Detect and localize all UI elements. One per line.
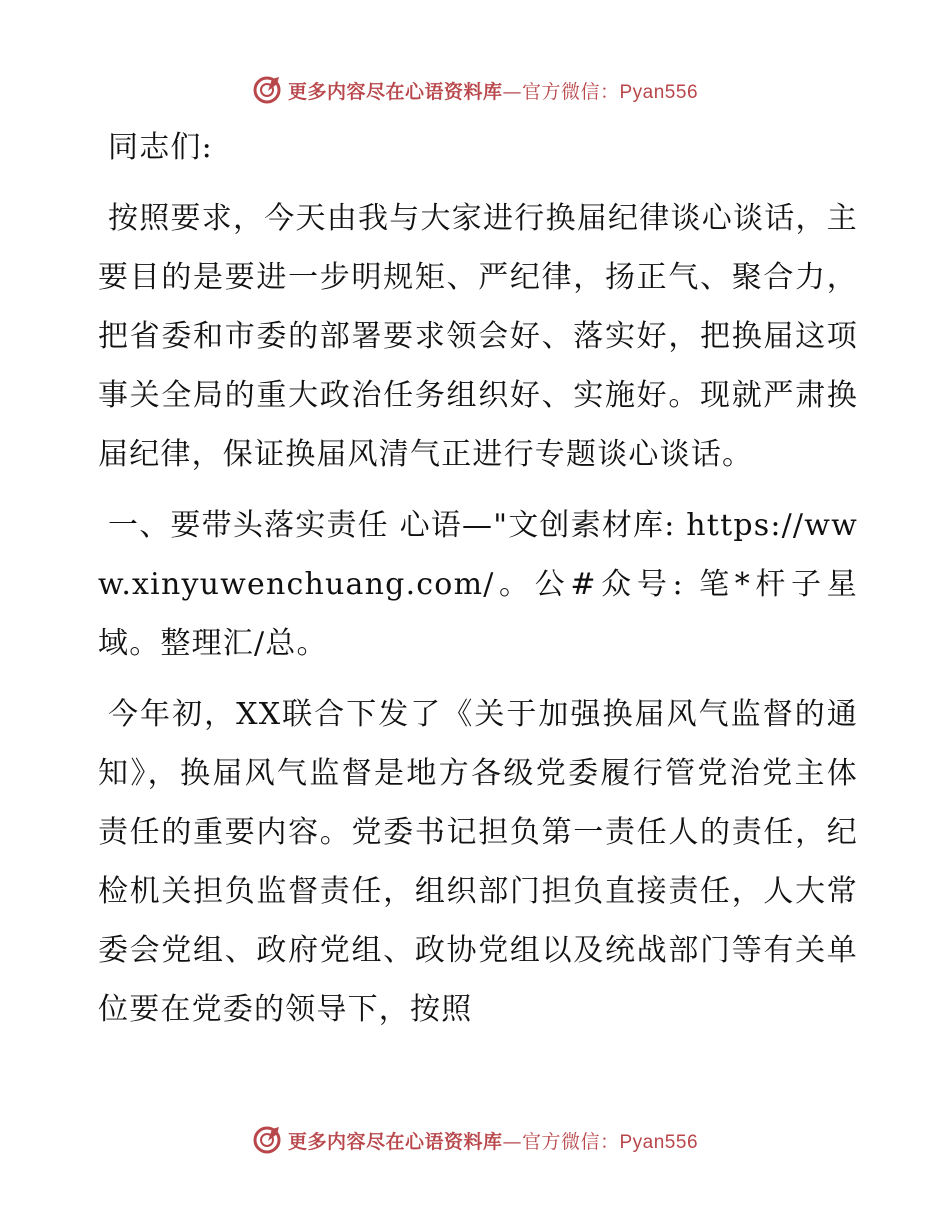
banner-wechat-account: Pyan556 (619, 1131, 699, 1153)
salutation: 同志们: (108, 130, 213, 165)
footer-banner (0, 1120, 950, 1160)
banner-slogan: 更多内容尽在心语资料库 (287, 80, 503, 103)
pen-nib-circle-logo-icon (252, 1125, 282, 1155)
paragraph-intro: 按照要求，今天由我与大家进行换届纪律谈心谈话，主要目的是要进一步明规矩、严纪律，扬正气、聚合力，把省委和市委的部署要求领会好、落实好，把换届这项事关全局的重大政治任务组织好、实施好。现就严肃换届纪律，保证换届风清气正进行专题谈心谈话。 (98, 201, 858, 472)
banner-wechat-account: Pyan556 (619, 81, 699, 103)
banner-slogan: 更多内容尽在心语资料库 (287, 1130, 503, 1153)
banner-wechat-label: 官方微信： (521, 80, 620, 103)
banner-wechat-label: 官方微信： (521, 1130, 620, 1153)
paragraph-body: 今年初，XX联合下发了《关于加强换届风气监督的通知》，换届风气监督是地方各级党委履行管党治党主体责任的重要内容。党委书记担负第一责任人的责任，纪检机关担负监督责任，组织部门担负直接责任，人大常委会党组、政府党组、政协党组以及统战部门等有关单位要在党委的领导下，按照 (98, 697, 858, 1027)
document-body (98, 118, 858, 1039)
header-banner (0, 70, 950, 110)
banner-text (288, 77, 698, 104)
paragraph-section-heading: 一、要带头落实责任 心语—"文创素材库: https://www.xinyuwenchuang.com/。公#众号: 笔*杆子星域。整理汇/总。 (98, 508, 858, 661)
banner-text (288, 1127, 698, 1154)
banner-dash: — (502, 1130, 522, 1153)
pen-nib-circle-logo-icon (252, 75, 282, 105)
banner-dash: — (502, 80, 522, 103)
